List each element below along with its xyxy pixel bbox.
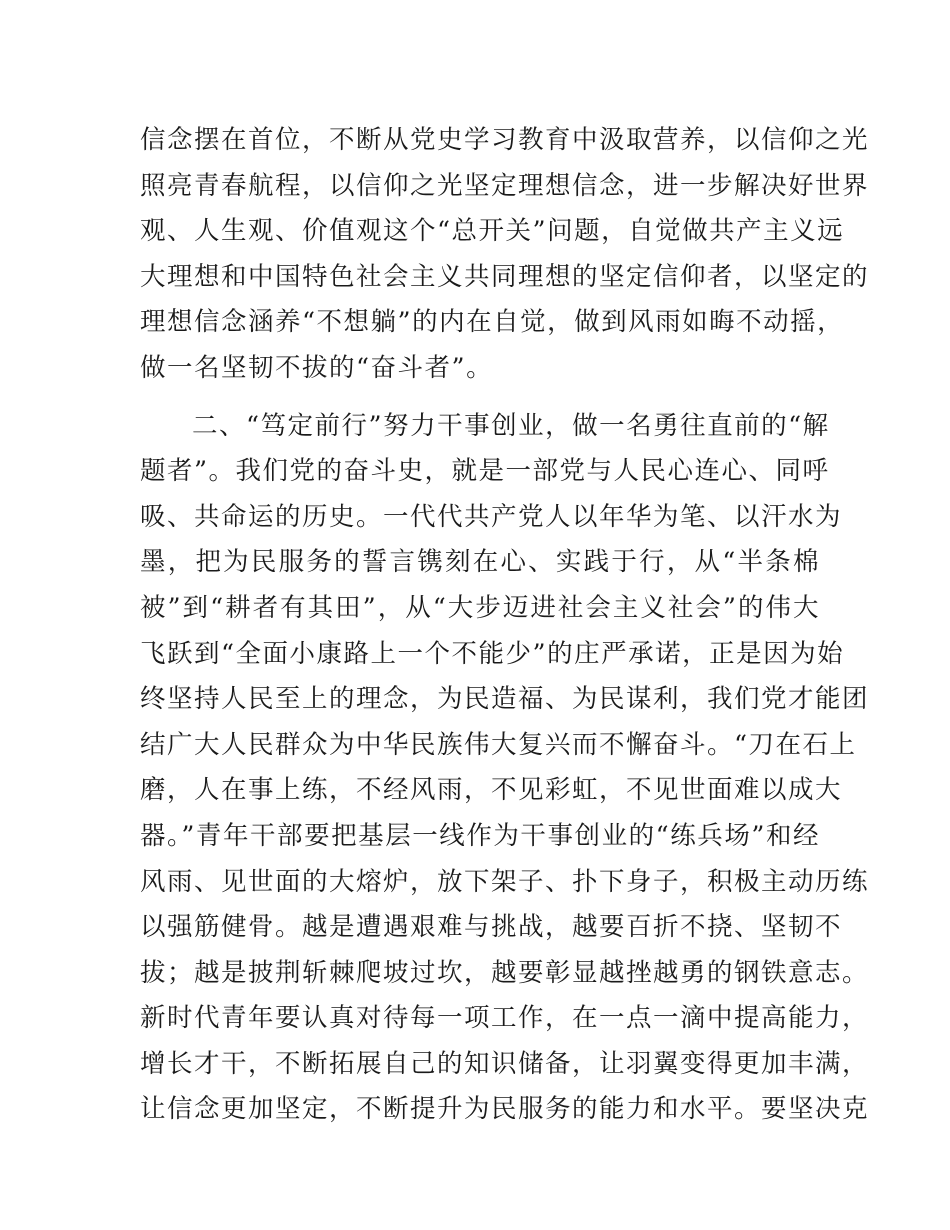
document-body: [140, 118, 870, 1133]
text-line: 理想信念涵养“不想躺”的内在自觉，做到风雨如晦不动摇，: [140, 307, 845, 338]
text-line: 照亮青春航程，以信仰之光坚定理想信念，进一步解决好世界: [140, 170, 870, 201]
text-line: 被”到“耕者有其田”，从“大步迈进社会主义社会”的伟大: [140, 592, 820, 623]
text-line: 结广大人民群众为中华民族伟大复兴而不懈奋斗。“刀在石上: [140, 729, 857, 760]
paragraph-1: [140, 118, 870, 392]
text-line: 磨，人在事上练，不经风雨，不见彩虹，不见世面难以成大: [140, 775, 843, 806]
text-line: 让信念更加坚定，不断提升为民服务的能力和水平。要坚决克: [140, 1094, 870, 1125]
text-line: 题者”。我们党的奋斗史，就是一部党与人民心连心、同呼: [140, 456, 830, 487]
text-line: 观、人生观、价值观这个“总开关”问题，自觉做共产主义远: [140, 216, 845, 247]
text-line: 信念摆在首位，不断从党史学习教育中汲取营养，以信仰之光: [140, 125, 870, 155]
text-line: 器。”青年干部要把基层一线作为干事创业的“练兵场”和经: [140, 820, 820, 851]
text-line: 风雨、见世面的大熔炉，放下架子、扑下身子，积极主动历练: [140, 866, 870, 897]
text-line: 做一名坚韧不拔的“奋斗者”。: [140, 352, 494, 383]
text-line: 以强筋健骨。越是遭遇艰难与挑战，越要百折不挠、坚韧不: [140, 912, 843, 943]
text-line: 飞跃到“全面小康路上一个不能少”的庄严承诺，正是因为始: [140, 638, 845, 669]
text-line: 二、“笃定前行”努力干事创业，做一名勇往直前的“解: [192, 410, 830, 441]
text-line: 拔；越是披荆斩棘爬坡过坎，越要彰显越挫越勇的钢铁意志。: [140, 957, 870, 988]
text-line: 增长才干，不断拓展自己的知识储备，让羽翼变得更加丰满，: [140, 1048, 870, 1079]
text-line: 大理想和中国特色社会主义共同理想的坚定信仰者，以坚定的: [140, 261, 870, 292]
text-line: 终坚持人民至上的理念，为民造福、为民谋利，我们党才能团: [140, 684, 870, 715]
text-line: 吸、共命运的历史。一代代共产党人以年华为笔、以汗水为: [140, 501, 843, 532]
text-line: 墨，把为民服务的誓言镌刻在心、实践于行，从“半条棉: [140, 547, 820, 578]
paragraph-2: [140, 404, 870, 1134]
text-line: 新时代青年要认真对待每一项工作，在一点一滴中提高能力，: [140, 1003, 870, 1034]
